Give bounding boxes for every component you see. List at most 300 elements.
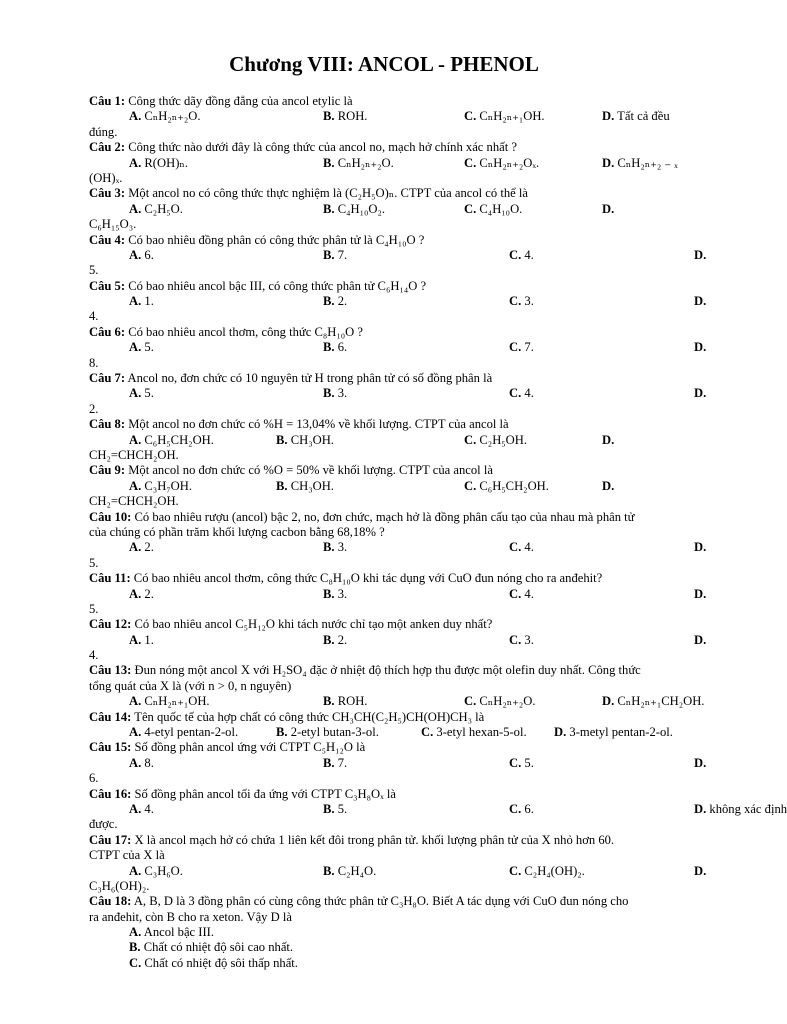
option-wrap-text: 2. (89, 401, 99, 416)
option-wrap (89, 648, 713, 663)
answer-option[interactable] (694, 756, 706, 771)
option-letter: D. (602, 694, 615, 709)
options-row (89, 386, 713, 401)
answer-option[interactable] (509, 587, 534, 602)
question-number: Câu 7: (89, 371, 126, 386)
question-list (89, 94, 787, 971)
question-number: Câu 10: (89, 509, 132, 524)
question-stem-continued (89, 910, 713, 925)
question-stem-text (89, 371, 492, 386)
question-text: Một ancol no đơn chức có %O = 50% về khối lượng. CTPT của ancol là (128, 463, 493, 478)
option-text: C₆H₅CH₂OH. (144, 432, 214, 447)
option-text: không xác định (709, 801, 787, 816)
option-letter: C. (464, 694, 477, 709)
option-letter: C. (509, 632, 522, 647)
answer-option[interactable] (602, 202, 614, 217)
question-stem-continued (89, 525, 713, 540)
answer-option[interactable] (129, 587, 154, 602)
answer-option[interactable] (129, 864, 183, 879)
option-letter: C. (509, 386, 522, 401)
option-wrap-text: (OH)ₓ. (89, 170, 123, 185)
answer-option[interactable] (694, 633, 706, 648)
question-text-continued: tổng quát của X là (với n > 0, n nguyên) (89, 678, 292, 693)
answer-option[interactable] (464, 202, 522, 217)
answer-option[interactable] (323, 633, 347, 648)
option-text: 3. (337, 540, 348, 555)
question-text: X là ancol mạch hở có chứa 1 liên kết đôi trong phân tử. khối lượng phân tử của X nhỏ hơn 60. (134, 832, 615, 847)
option-letter: A. (129, 586, 142, 601)
question-number: Câu 6: (89, 324, 126, 339)
option-text: C₆H₅CH₂OH. (479, 478, 549, 493)
option-letter: C. (464, 478, 477, 493)
option-text: 2. (144, 586, 154, 601)
question-number: Câu 8: (89, 417, 126, 432)
question-text: Công thức dãy đồng đẳng của ancol etylic là (128, 94, 353, 108)
question-stem (89, 571, 713, 586)
option-letter: D. (694, 540, 707, 555)
option-text: 4. (524, 247, 534, 262)
options-row (89, 864, 713, 879)
question-number: Câu 14: (89, 709, 132, 724)
option-letter: D. (694, 586, 707, 601)
option-letter: C. (509, 294, 522, 309)
question-text: Một ancol no có công thức thực nghiệm là (C₂H₅O)ₙ. CTPT của ancol có thể là (128, 186, 528, 201)
answer-option[interactable] (323, 156, 394, 171)
option-wrap (89, 356, 713, 371)
option-letter: B. (276, 432, 288, 447)
option-text: 2. (144, 540, 154, 555)
answer-option[interactable] (464, 479, 549, 494)
option-text: Chất có nhiệt độ sôi thấp nhất. (144, 955, 298, 970)
page-title: Chương VIII: ANCOL - PHENOL (229, 52, 539, 76)
option-letter: A. (129, 247, 142, 262)
answer-option[interactable] (694, 587, 706, 602)
option-letter: A. (129, 755, 142, 770)
option-text: 7. (337, 755, 348, 770)
question-stem (89, 140, 713, 155)
option-wrap (89, 171, 713, 186)
answer-option[interactable] (129, 433, 214, 448)
answer-option[interactable] (323, 864, 376, 879)
option-text: 4. (524, 386, 534, 401)
question-stem-text (89, 186, 528, 201)
option-wrap (89, 402, 713, 417)
option-letter: D. (694, 340, 707, 355)
option-letter: A. (129, 540, 142, 555)
option-letter: A. (129, 725, 142, 740)
option-text: 3. (524, 294, 534, 309)
answer-option[interactable] (323, 756, 347, 771)
answer-option[interactable] (464, 694, 535, 709)
option-letter: A. (129, 925, 142, 940)
options-row (89, 587, 713, 602)
option-wrap (89, 217, 713, 232)
option-letter: C. (509, 540, 522, 555)
option-letter: D. (694, 863, 707, 878)
option-wrap (89, 263, 713, 278)
answer-option[interactable] (509, 802, 534, 817)
answer-option[interactable] (129, 109, 200, 124)
option-text: 4. (144, 801, 154, 816)
answer-option[interactable] (323, 109, 367, 124)
answer-option[interactable] (509, 756, 534, 771)
option-text: 3-etyl hexan-5-ol. (436, 725, 527, 740)
option-wrap (89, 556, 713, 571)
options-row (89, 801, 787, 817)
option-text: CₙH₂ₙ₊₂Oₓ. (479, 155, 540, 170)
question-stem-text (89, 94, 353, 109)
question-number: Câu 1: (89, 94, 126, 108)
option-text: 7. (524, 340, 534, 355)
option-letter: B. (276, 478, 288, 493)
answer-option[interactable] (421, 725, 527, 740)
answer-option[interactable] (694, 386, 706, 401)
option-letter: B. (276, 725, 288, 740)
option-wrap-text: 4. (89, 309, 99, 324)
question-text: Có bao nhiêu đồng phân có công thức phân tử là C₄H₁₀O ? (128, 232, 425, 247)
option-letter: B. (323, 155, 335, 170)
option-wrap (89, 817, 713, 832)
answer-option[interactable] (89, 940, 713, 955)
option-text: CₙH₂ₙ₊₂O. (337, 155, 394, 170)
question-stem-text (89, 710, 484, 725)
question-stem (89, 740, 713, 755)
question-stem-text (89, 571, 602, 586)
option-wrap-text: được. (89, 817, 118, 832)
answer-option[interactable] (129, 202, 183, 217)
question-number: Câu 12: (89, 617, 132, 632)
question-text: Một ancol no đơn chức có %H = 13,04% về khối lượng. CTPT của ancol là (128, 417, 509, 432)
option-letter: A. (129, 294, 142, 309)
option-text: 1. (144, 294, 154, 309)
option-letter: D. (694, 801, 707, 816)
answer-option[interactable] (276, 725, 379, 740)
option-letter: A. (129, 386, 142, 401)
option-letter: C. (509, 755, 522, 770)
answer-option[interactable] (509, 864, 585, 879)
question-text: Số đồng phân ancol ứng với CTPT C₅H₁₂O là (134, 740, 366, 755)
answer-option[interactable] (323, 540, 347, 555)
question-text: Đun nóng một ancol X với H₂SO₄ đặc ở nhiệt độ thích hợp thu được một olefin duy nhất. Công thức (134, 663, 641, 678)
question-text-continued: của chúng có phần trăm khối lượng cacbon bằng 68,18% ? (89, 524, 385, 539)
option-text: C₂H₅OH. (479, 432, 528, 447)
option-text: C₃H₇OH. (144, 478, 193, 493)
answer-option[interactable] (694, 864, 706, 879)
option-letter: B. (323, 694, 335, 709)
option-text: ROH. (337, 694, 368, 709)
question-text: Có bao nhiêu ancol thơm, công thức C₈H₁₀O ? (128, 324, 363, 339)
options-row (89, 248, 713, 263)
question-stem-continued (89, 848, 713, 863)
option-text: CₙH₂ₙ₊₁OH. (479, 109, 545, 124)
question-text: Công thức nào dưới đây là công thức của ancol no, mạch hở chính xác nhất ? (128, 140, 517, 155)
answer-option[interactable] (694, 248, 706, 263)
answer-option[interactable] (602, 156, 678, 171)
answer-option[interactable] (464, 156, 539, 171)
question-stem (89, 787, 713, 802)
answer-option[interactable] (129, 802, 154, 817)
answer-option[interactable] (129, 294, 154, 309)
option-letter: A. (129, 694, 142, 709)
question-number: Câu 17: (89, 832, 132, 847)
question-stem (89, 710, 713, 725)
option-text: 5. (144, 340, 154, 355)
answer-option[interactable] (323, 386, 347, 401)
option-wrap (89, 125, 713, 140)
option-letter: A. (129, 340, 142, 355)
option-text: 2-etyl butan-3-ol. (290, 725, 379, 740)
answer-option[interactable] (509, 340, 534, 355)
answer-option[interactable] (602, 433, 614, 448)
question-stem (89, 833, 713, 848)
option-letter: D. (694, 386, 707, 401)
option-text: CH₃OH. (290, 478, 334, 493)
question-stem (89, 371, 713, 386)
option-text: 1. (144, 632, 154, 647)
option-text: CₙH₂ₙ₊₁OH. (144, 694, 210, 709)
question-stem (89, 663, 713, 678)
question-stem (89, 233, 713, 248)
answer-option[interactable] (554, 725, 673, 740)
option-letter: D. (602, 432, 615, 447)
option-wrap-text: C₆H₁₅O₃. (89, 217, 137, 232)
options-row (89, 725, 713, 740)
answer-option[interactable] (276, 433, 334, 448)
question-stem (89, 94, 713, 109)
option-letter: A. (129, 109, 142, 124)
option-text: 6. (524, 801, 534, 816)
option-letter: B. (323, 586, 335, 601)
question-text: Tên quốc tế của hợp chất có công thức CH₃CH(C₂H₅)CH(OH)CH₃ là (134, 709, 485, 724)
option-text: 4-etyl pentan-2-ol. (144, 725, 239, 740)
answer-option[interactable] (464, 433, 527, 448)
options-row (89, 633, 713, 648)
option-text: 4. (524, 540, 534, 555)
options-row (89, 156, 713, 171)
options-row (89, 202, 713, 217)
options-row (89, 540, 713, 555)
question-text: Có bao nhiêu ancol bậc III, có công thức phân tử C₆H₁₄O ? (128, 278, 427, 293)
question-stem (89, 463, 713, 478)
answer-option[interactable] (129, 540, 154, 555)
question-stem-text (89, 325, 363, 340)
question-number: Câu 3: (89, 186, 126, 201)
answer-option[interactable] (602, 694, 704, 709)
answer-option[interactable] (509, 633, 534, 648)
options-row (89, 340, 713, 355)
question-stem (89, 417, 713, 432)
answer-option[interactable] (323, 248, 347, 263)
answer-option[interactable] (129, 633, 154, 648)
options-row (89, 479, 713, 494)
answer-option[interactable] (602, 109, 670, 124)
option-text: 3. (524, 632, 534, 647)
question-stem-continued (89, 679, 713, 694)
option-letter: B. (323, 247, 335, 262)
answer-option[interactable] (276, 479, 334, 494)
question-stem-text (89, 894, 628, 909)
option-letter: B. (129, 940, 141, 955)
option-text: 3-metyl pentan-2-ol. (569, 725, 673, 740)
question-text: Có bao nhiêu ancol thơm, công thức C₈H₁₀O khi tác dụng với CuO đun nóng cho ra anđehit? (133, 571, 603, 586)
option-letter: D. (694, 294, 707, 309)
answer-option[interactable] (509, 540, 534, 555)
answer-option[interactable] (323, 202, 385, 217)
answer-option[interactable] (509, 248, 534, 263)
answer-option[interactable] (323, 587, 347, 602)
question-text: Số đồng phân ancol tối đa ứng với CTPT C₃H₈Oₓ là (134, 786, 396, 801)
option-text: 7. (337, 247, 348, 262)
options-row (89, 694, 713, 709)
options-row (89, 294, 713, 309)
option-text: CH₃OH. (290, 432, 334, 447)
question-number: Câu 2: (89, 140, 126, 155)
question-number: Câu 13: (89, 663, 132, 678)
question-number: Câu 16: (89, 786, 132, 801)
answer-option[interactable] (509, 294, 534, 309)
option-text: 4. (524, 586, 534, 601)
option-wrap-text: 5. (89, 601, 99, 616)
question-number: Câu 18: (89, 894, 132, 909)
option-letter: D. (602, 478, 615, 493)
option-letter: D. (694, 247, 707, 262)
answer-option[interactable] (129, 479, 192, 494)
answer-option[interactable] (129, 340, 154, 355)
option-text: 8. (144, 755, 154, 770)
option-text: C₃H₆O. (144, 863, 183, 878)
option-letter: B. (323, 340, 335, 355)
question-stem (89, 279, 713, 294)
option-wrap-text: 5. (89, 263, 99, 278)
option-wrap-text: 5. (89, 555, 99, 570)
question-stem-text (89, 787, 396, 802)
options-row (89, 433, 713, 448)
answer-option[interactable] (129, 756, 154, 771)
option-wrap (89, 602, 713, 617)
option-letter: A. (129, 632, 142, 647)
option-letter: B. (323, 540, 335, 555)
option-text: 2. (337, 632, 348, 647)
answer-option-line (129, 925, 214, 940)
option-text: 6. (337, 340, 348, 355)
option-letter: C. (464, 201, 477, 216)
option-letter: A. (129, 863, 142, 878)
answer-option[interactable] (129, 725, 238, 740)
question-stem-text (89, 233, 424, 248)
option-text: CₙH₂ₙ₊₂ ₋ ₓ (617, 155, 678, 170)
answer-option[interactable] (323, 340, 347, 355)
answer-option[interactable] (129, 386, 154, 401)
answer-option[interactable] (89, 925, 713, 940)
option-letter: D. (602, 155, 615, 170)
option-text: 3. (337, 386, 348, 401)
option-text: R(OH)ₙ. (144, 155, 188, 170)
option-text: 2. (337, 294, 348, 309)
answer-option[interactable] (602, 479, 614, 494)
option-letter: C. (509, 801, 522, 816)
question-text: Có bao nhiêu rượu (ancol) bậc 2, no, đơn chức, mạch hở là đồng phân cấu tạo của nhau mà phân tử (134, 509, 635, 524)
question-stem-text (89, 463, 493, 478)
question-stem-text (89, 417, 509, 432)
answer-option[interactable] (464, 109, 545, 124)
option-text: C₂H₄O. (337, 863, 377, 878)
option-text: CₙH₂ₙ₊₁CH₂OH. (617, 694, 705, 709)
option-letter: B. (323, 294, 335, 309)
answer-option[interactable] (694, 294, 706, 309)
answer-option[interactable] (323, 802, 347, 817)
option-text: ROH. (337, 109, 368, 124)
question-text-continued: CTPT của X là (89, 848, 165, 863)
question-stem (89, 186, 713, 201)
option-text: C₂H₅O. (144, 201, 183, 216)
answer-option[interactable] (129, 248, 154, 263)
option-letter: C. (509, 586, 522, 601)
answer-option-line (129, 956, 298, 971)
option-wrap (89, 448, 713, 463)
option-letter: B. (323, 863, 335, 878)
question-stem-text (89, 279, 426, 294)
option-text: Chất có nhiệt độ sôi cao nhất. (143, 940, 294, 955)
option-letter: D. (602, 109, 615, 124)
option-letter: A. (129, 801, 142, 816)
option-wrap-text: CH₂=CHCH₂OH. (89, 447, 179, 462)
answer-option[interactable] (694, 802, 787, 817)
option-wrap (89, 309, 713, 324)
question-number: Câu 5: (89, 278, 126, 293)
answer-option[interactable] (694, 340, 706, 355)
option-wrap-text: C₃H₆(OH)₂. (89, 878, 150, 893)
option-text: CₙH₂ₙ₊₂O. (479, 694, 536, 709)
question-stem-text (89, 740, 365, 755)
option-letter: C. (509, 247, 522, 262)
answer-option-line (129, 940, 293, 955)
answer-option[interactable] (323, 294, 347, 309)
option-letter: B. (323, 632, 335, 647)
option-letter: B. (323, 755, 335, 770)
option-letter: D. (602, 201, 615, 216)
option-letter: B. (323, 801, 335, 816)
question-stem-text (89, 663, 641, 678)
option-letter: C. (509, 340, 522, 355)
answer-option[interactable] (89, 956, 713, 971)
option-wrap (89, 771, 713, 786)
option-text: C₂H₄(OH)₂. (524, 863, 585, 878)
answer-option[interactable] (129, 156, 188, 171)
answer-option[interactable] (323, 694, 367, 709)
option-wrap (89, 494, 713, 509)
question-stem (89, 325, 713, 340)
question-number: Câu 11: (89, 571, 131, 586)
option-letter: C. (464, 109, 477, 124)
question-number: Câu 4: (89, 232, 126, 247)
option-text: CₙH₂ₙ₊₂O. (144, 109, 201, 124)
option-text: 5. (524, 755, 534, 770)
option-letter: B. (323, 201, 335, 216)
option-wrap-text: 6. (89, 771, 99, 786)
question-stem-text (89, 833, 614, 848)
option-wrap-text: 8. (89, 355, 99, 370)
answer-option[interactable] (509, 386, 534, 401)
option-letter: C. (509, 863, 522, 878)
answer-option[interactable] (694, 540, 706, 555)
answer-option[interactable] (129, 694, 210, 709)
option-letter: D. (694, 755, 707, 770)
option-letter: A. (129, 201, 142, 216)
option-text: Ancol bậc III. (143, 925, 214, 940)
option-letter: D. (694, 632, 707, 647)
question-stem (89, 894, 713, 909)
option-letter: B. (323, 386, 335, 401)
